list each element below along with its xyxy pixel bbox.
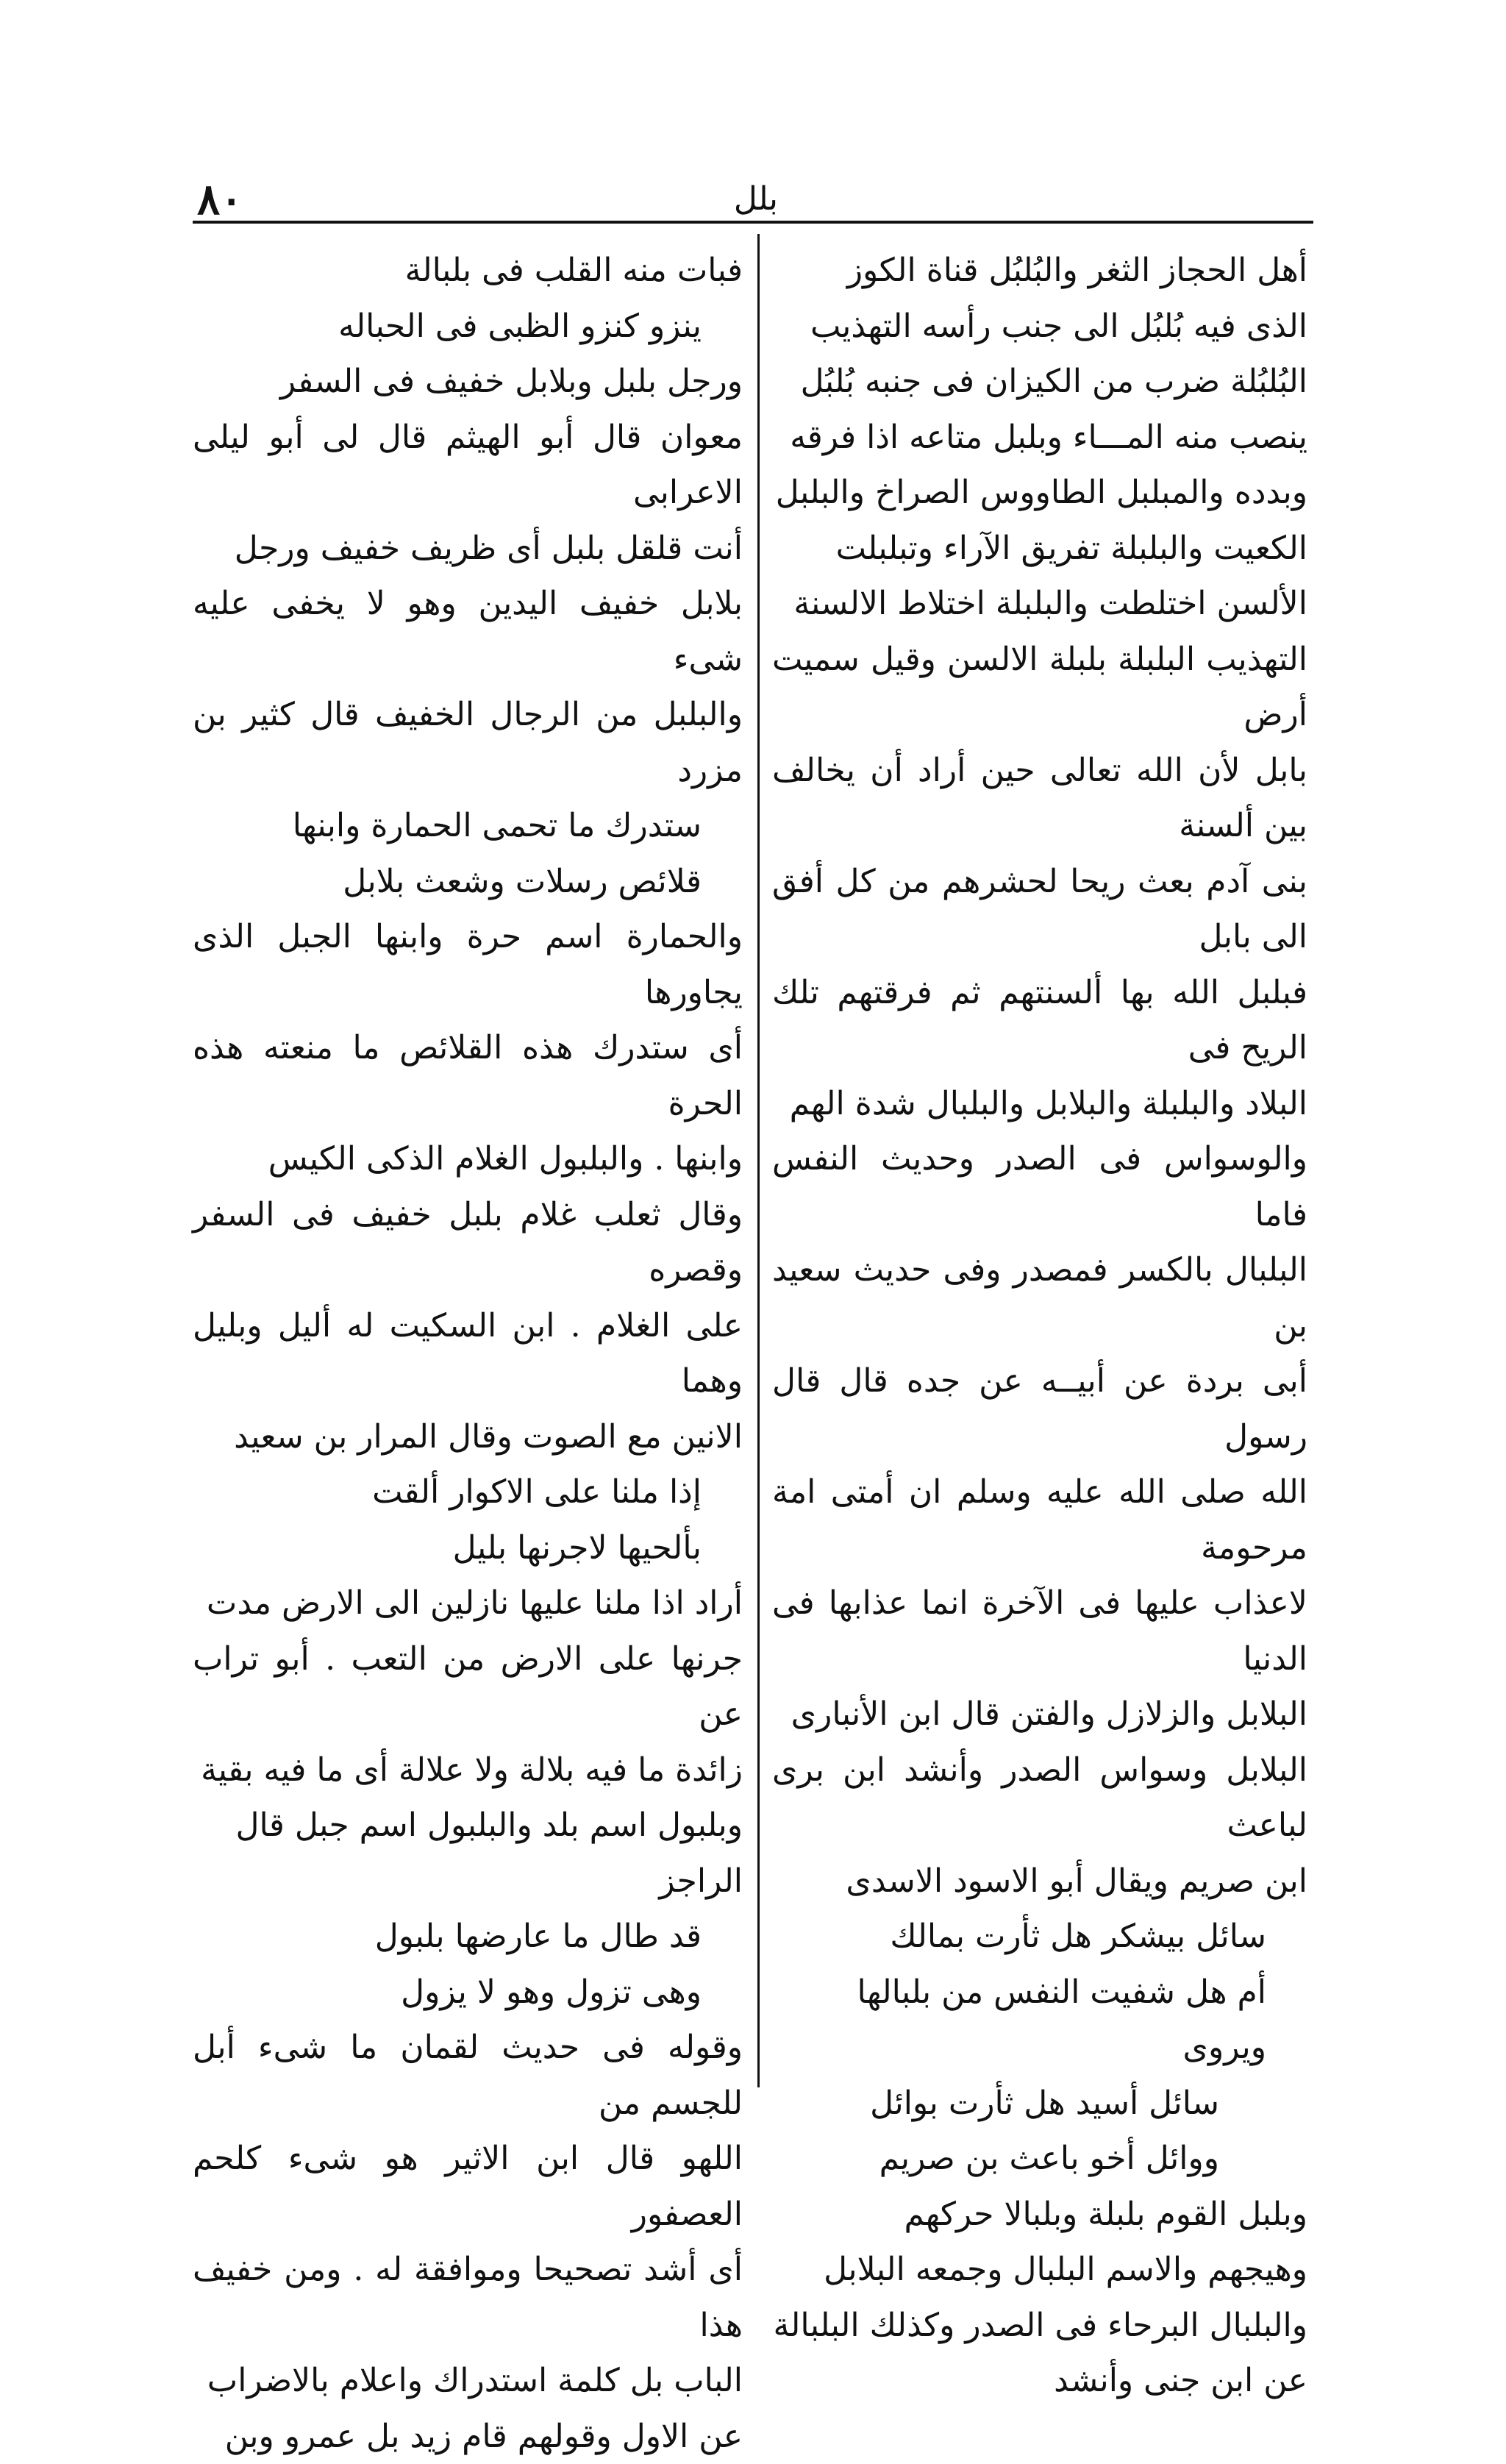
left-verse-2: ستدرك ما تحمى الحمارة وابنها قلائص رسلات وشعث بلابل xyxy=(292,807,702,900)
left-paragraph-4: أراد اذا ملنا عليها نازلين الى الارض مدت جرنها على الارض من التعب . أبو تراب عن زائدة ما فيه بلالة ولا علالة أى ما فيه بقية وبلبول اسم بلد والبلبول اسم جبل قال الراجز xyxy=(193,1584,743,1900)
left-paragraph-5: وقوله فى حديث لقمان ما شىء أبل للجسم من اللهو قال ابن الاثير هو شىء كلحم العصفور أى أشد تصحيحا وموافقة له . ومن خفيف هذا الباب بل كلمة استدراك واعلام بالاضراب عن الاول وقولهم قام زيد بل عمرو وبن xyxy=(193,2029,743,2455)
right-column xyxy=(772,243,1307,2399)
left-column xyxy=(193,243,743,2455)
left-paragraph-2: ورجل بلبل وبلابل خفيف فى السفر معوان قال أبو الهيثم قال لى أبو ليلى الاعرابى أنت قلقل بلبل أى ظريف خفيف ورجل بلابل خفيف اليدين وهو لا يخفى عليه شىء والبلبل من الرجال الخفيف قال كثير بن مزرد xyxy=(193,363,743,789)
header-rule xyxy=(193,221,1313,224)
right-paragraph-1: أهل الحجاز الثغر والبُلبُل قناة الكوز الذى فيه بُلبُل الى جنب رأسه التهذيب البُلبُلة ضرب من الكيزان فى جنبه بُلبُل ينصب منه المـــاء وبلبل متاعه اذا فرقه وبدده والمبلبل الطاووس الصراخ والبلبل الكعيت والبلبلة تفريق الآراء وتبلبلت الألسن اختلطت والبلبلة اختلاط الالسنة التهذيب البلبلة بلبلة الالسن وقيل سميت أرض بابل لأن الله تعالى حين أراد أن يخالف بين ألسنة بنى آدم بعث ريحا لحشرهم من كل أفق الى بابل فبلبل الله بها ألسنتهم ثم فرقتهم تلك الريح فى البلاد والبلبلة والبلابل والبلبال شدة الهم والوسواس فى الصدر وحديث النفس فاما البلبال بالكسر فمصدر وفى حديث سعيد بن أبى بردة عن أبيــه عن جده قال قال رسول الله صلى الله عليه وسلم ان أمتى امة مرحومة لاعذاب عليها فى الآخرة انما عذابها فى الدنيا البلابل والزلازل والفتن قال ابن الأنبارى البلابل وسواس الصدر وأنشد ابن برى لباعث ابن صريم ويقال أبو الاسود الاسدى xyxy=(772,252,1307,1900)
left-verse-1: ينزو كنزو الظبى فى الحباله xyxy=(338,307,702,345)
left-paragraph-3: والحمارة اسم حرة وابنها الجبل الذى يجاورها أى ستدرك هذه القلائص ما منعته هذه الحرة وابنها . والبلبول الغلام الذكى الكيس وقال ثعلب غلام بلبل خفيف فى السفر وقصره على الغلام . ابن السكيت له أليل وبليل وهما الانين مع الصوت وقال المرار بن سعيد xyxy=(193,918,743,1456)
right-variant-note: ويروى xyxy=(1182,2029,1266,2066)
right-verse-2: سائل أسيد هل ثأرت بوائل ووائل أخو باعث بن صريم xyxy=(870,2084,1219,2177)
page-header xyxy=(197,174,1315,225)
running-head: بلل xyxy=(733,180,779,218)
left-paragraph-1: فبات منه القلب فى بلبالة xyxy=(404,252,743,289)
left-verse-4: قد طال ما عارضها بلبول وهى تزول وهو لا يزول xyxy=(374,1918,702,2011)
page-number: ٨٠ xyxy=(197,174,243,224)
column-divider xyxy=(757,234,760,2087)
left-verse-3: إذا ملنا على الاكوار ألقت بألحيها لاجرنها بليل xyxy=(372,1473,702,1567)
right-verse-1: سائل بيشكر هل ثأرت بمالك أم هل شفيت النفس من بلبالها xyxy=(857,1918,1266,2011)
right-paragraph-3: وبلبل القوم بلبلة وبلبالا حركهم وهيجهم والاسم البلبال وجمعه البلابل والبلبال البرحاء فى الصدر وكذلك البلبالة عن ابن جنى وأنشد xyxy=(773,2195,1307,2399)
